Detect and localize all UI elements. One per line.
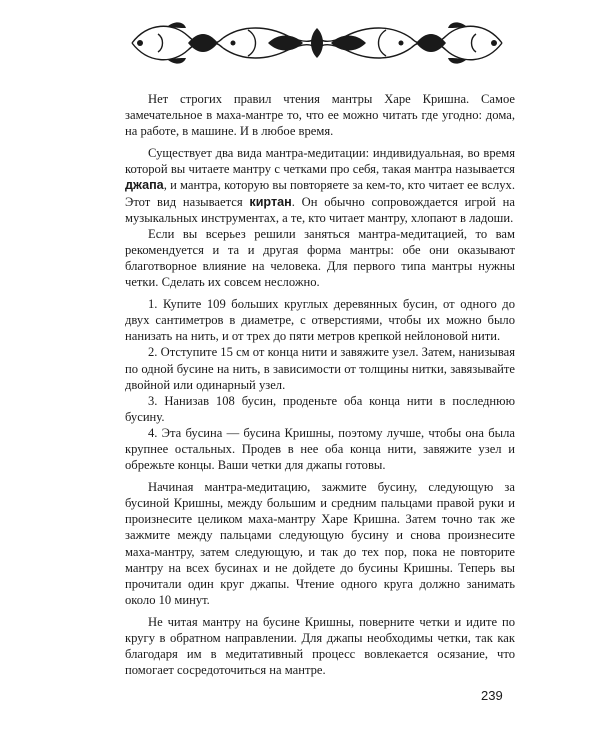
page-text <box>125 91 515 678</box>
list-item: 3. Нанизав 108 бусин, проденьте оба конца нити в последнюю бусину. <box>125 393 515 424</box>
list-item: 1. Купите 109 больших круглых деревянных бусин, от одного до двух сантиметров в диаметре, с отверстиями, чтобы их можно было нанизать на нить, и от трех до пяти метров крепкой нейлоновой нити. <box>125 297 515 344</box>
term-japa: джапа <box>125 178 164 193</box>
paragraph: Не читая мантру на бусине Кришны, поверните четки и идите по кругу в обратном направлении. Для джапы необходимы четки, так как благодаря им в медитативный процесс вовлекается осязание, что помогает сосредоточиться на мантре. <box>125 614 515 678</box>
paragraph: Нет строгих правил чтения мантры Харе Кришна. Самое замечательное в маха-мантре то, что ее можно читать где угодно: дома, на работе, в машине. И в любое время. <box>125 92 515 139</box>
paragraph: Если вы всерьез решили заняться мантра-медитацией, то вам рекомендуется и та и другая форма мантры: обе они оказывают благотворное влияние на человека. Для первого типа мантры нужны четки. Сделать их совсем несложно. <box>125 226 515 290</box>
paragraph: Существует два вида мантра-медитации: индивидуальная, во время которой вы читаете мантру с четками про себя, такая мантра называется джапа, и мантра, которую вы повторяете за кем-то, кто читает ее вслух. Этот вид называется киртан. Он обычно сопровождается игрой на музыкальных инструментах, а те, кто читает мантру, хлопают в ладоши. <box>125 146 515 225</box>
list-item: 4. Эта бусина — бусина Кришны, поэтому лучше, чтобы она была крупнее остальных. Продев в нее оба конца нити, завяжите узел и обрежьте концы. Ваши четки для джапы готовы. <box>125 425 515 473</box>
header-ornament <box>128 16 506 70</box>
term-kirtan: киртан <box>249 194 292 209</box>
page-number: 239 <box>481 688 503 703</box>
list-item: 2. Отступите 15 см от конца нити и завяжите узел. Затем, нанизывая по одной бусине на нить, в зависимости от толщины нитки, завязывайте двойной или одинарный узел. <box>125 345 515 392</box>
ornament-icon <box>128 16 506 70</box>
paragraph: Начиная мантра-медитацию, зажмите бусину, следующую за бусиной Кришны, между большим и средним пальцами правой руки и произнесите целиком маха-мантру Харе Кришна. Затем точно так же зажмите между пальцами следующую бусину и снова произнесите маха-мантру, затем следующую, и так до тех пор, пока не повторите мантру на всех бусинах и не дойдете до бусины Кришны. Теперь вы прочитали один круг джапы. Чтение одного круга должно занимать около 10 минут. <box>125 480 515 607</box>
